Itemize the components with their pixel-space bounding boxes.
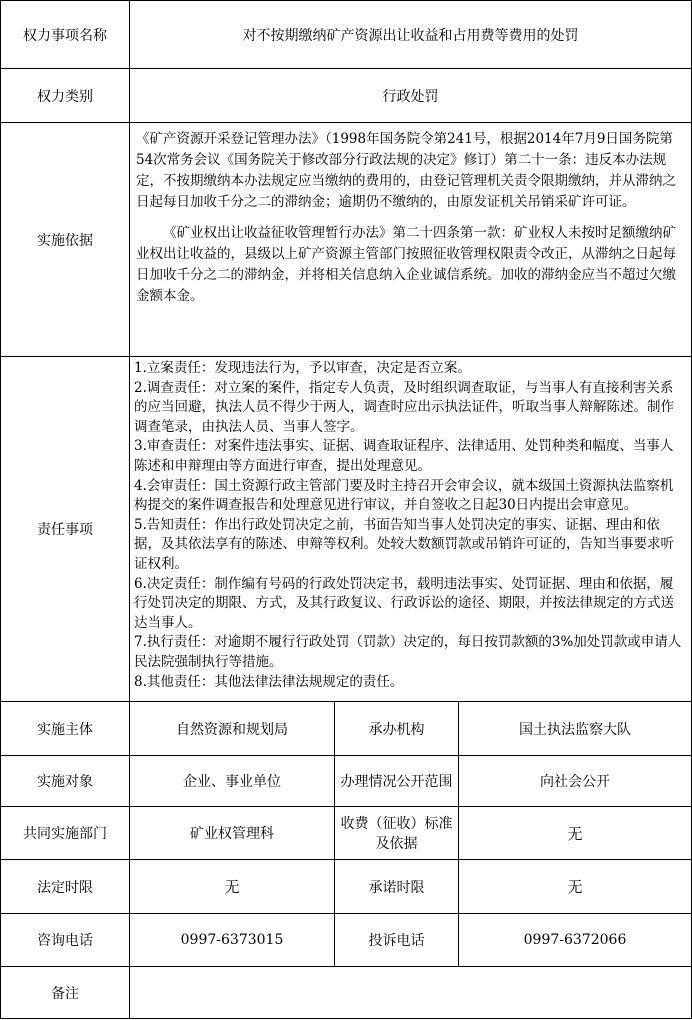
row-basis bbox=[1, 123, 692, 357]
complaint-label: 投诉电话 bbox=[335, 914, 459, 967]
phone-value: 0997-6373015 bbox=[130, 914, 335, 967]
co-dept-label: 共同实施部门 bbox=[1, 807, 130, 860]
duty-item: 5.告知责任：作出行政处罚决定之前，书面告知当事人处罚决定的事实、证据、理由和依据，及其依法享有的陈述、申辩等权利。处较大数额罚款或吊销许可证的，告知当事要求听证权利。 bbox=[134, 516, 674, 572]
category-value: 行政处罚 bbox=[130, 69, 692, 123]
duty-item: 6.决定责任：制作编有号码的行政处罚决定书，载明违法事实、处罚证据、理由和依据，履行处罚决定的期限、方式，及其行政复议、行政诉讼的途径、期限，并按法律规定的方式送达当事人。 bbox=[134, 575, 674, 631]
promise-limit-value: 无 bbox=[459, 860, 692, 914]
basis-paragraph: 《矿业权出让收益征收管理暂行办法》第二十四条第一款：矿业权人未按时足额缴纳矿业权出让收益的，县级以上矿产资源主管部门按照征收管理权限责令改正，从滞纳之日起每日加收千分之二的滞纳金，并将相关信息纳入企业诚信系统。加收的滞纳金应当不超过欠缴金额本金。 bbox=[136, 225, 676, 304]
basis-paragraph: 《矿产资源开采登记管理办法》（1998年国务院令第241号，根据2014年7月9日国务院第54次常务会议《国务院关于修改部分行政法规的决定》修订）第二十一条：违反本办法规定，不按期缴纳本办法规定应当缴纳的费用的，由登记管理机关责令限期缴纳，并从滞纳之日起每日加收千分之二的滞纳金；逾期仍不缴纳的，由原发证机关吊销采矿许可证。 bbox=[136, 131, 676, 210]
basis-label: 实施依据 bbox=[1, 123, 130, 357]
complaint-value: 0997-6372066 bbox=[459, 914, 692, 967]
co-dept-value: 矿业权管理科 bbox=[130, 807, 335, 860]
duty-item: 7.执行责任：对逾期不履行行政处罚（罚款）决定的，每日按罚款额的3%加处罚款或申请人民法院强制执行等措施。 bbox=[134, 634, 682, 670]
basis-content bbox=[130, 123, 692, 357]
legal-limit-label: 法定时限 bbox=[1, 860, 130, 914]
disclosure-label: 办理情况公开范围 bbox=[335, 756, 459, 807]
duties-label: 责任事项 bbox=[1, 357, 130, 702]
remarks-label: 备注 bbox=[1, 967, 130, 1019]
duty-item: 2.调查责任：对立案的案件，指定专人负责，及时组织调查取证，与当事人有直接利害关系的应当回避，执法人员不得少于两人，调查时应出示执法证件，听取当事人辩解陈述。制作调查笔录，由执法人员、当事人签字。 bbox=[134, 379, 674, 435]
subject-label: 实施主体 bbox=[1, 702, 130, 756]
duty-item: 3.审查责任：对案件违法事实、证据、调查取证程序、法律适用、处罚种类和幅度、当事人陈述和申辩理由等方面进行审查，提出处理意见。 bbox=[134, 438, 674, 474]
item-name-value: 对不按期缴纳矿产资源出让收益和占用费等费用的处罚 bbox=[130, 1, 692, 69]
phone-label: 咨询电话 bbox=[1, 914, 130, 967]
duty-item: 4.会审责任：国土资源行政主管部门要及时主持召开会审会议，就本级国土资源执法监察机构提交的案件调查报告和处理意见进行审议，并自签收之日起30日内提出会审意见。 bbox=[134, 477, 674, 514]
row-co-dept bbox=[1, 807, 692, 860]
row-time-limit bbox=[1, 860, 692, 914]
disclosure-value: 向社会公开 bbox=[459, 756, 692, 807]
row-target bbox=[1, 756, 692, 807]
legal-limit-value: 无 bbox=[130, 860, 335, 914]
row-phone bbox=[1, 914, 692, 967]
duty-item: 1.立案责任：发现违法行为，予以审查，决定是否立案。 bbox=[134, 360, 471, 376]
subject-value: 自然资源和规划局 bbox=[130, 702, 335, 756]
duties-content bbox=[130, 357, 692, 702]
fee-label: 收费（征收）标准及依据 bbox=[335, 807, 459, 860]
row-subject bbox=[1, 702, 692, 756]
remarks-value bbox=[130, 967, 692, 1019]
row-item-name bbox=[1, 1, 692, 69]
category-label: 权力类别 bbox=[1, 69, 130, 123]
promise-limit-label: 承诺时限 bbox=[335, 860, 459, 914]
row-duties bbox=[1, 357, 692, 702]
undertaker-label: 承办机构 bbox=[335, 702, 459, 756]
target-label: 实施对象 bbox=[1, 756, 130, 807]
undertaker-value: 国土执法监察大队 bbox=[459, 702, 692, 756]
row-remarks bbox=[1, 967, 692, 1019]
target-value: 企业、事业单位 bbox=[130, 756, 335, 807]
duty-item: 8.其他责任：其他法律法律法规规定的责任。 bbox=[134, 673, 404, 690]
row-category bbox=[1, 69, 692, 123]
fee-value: 无 bbox=[459, 807, 692, 860]
item-name-label: 权力事项名称 bbox=[1, 1, 130, 69]
